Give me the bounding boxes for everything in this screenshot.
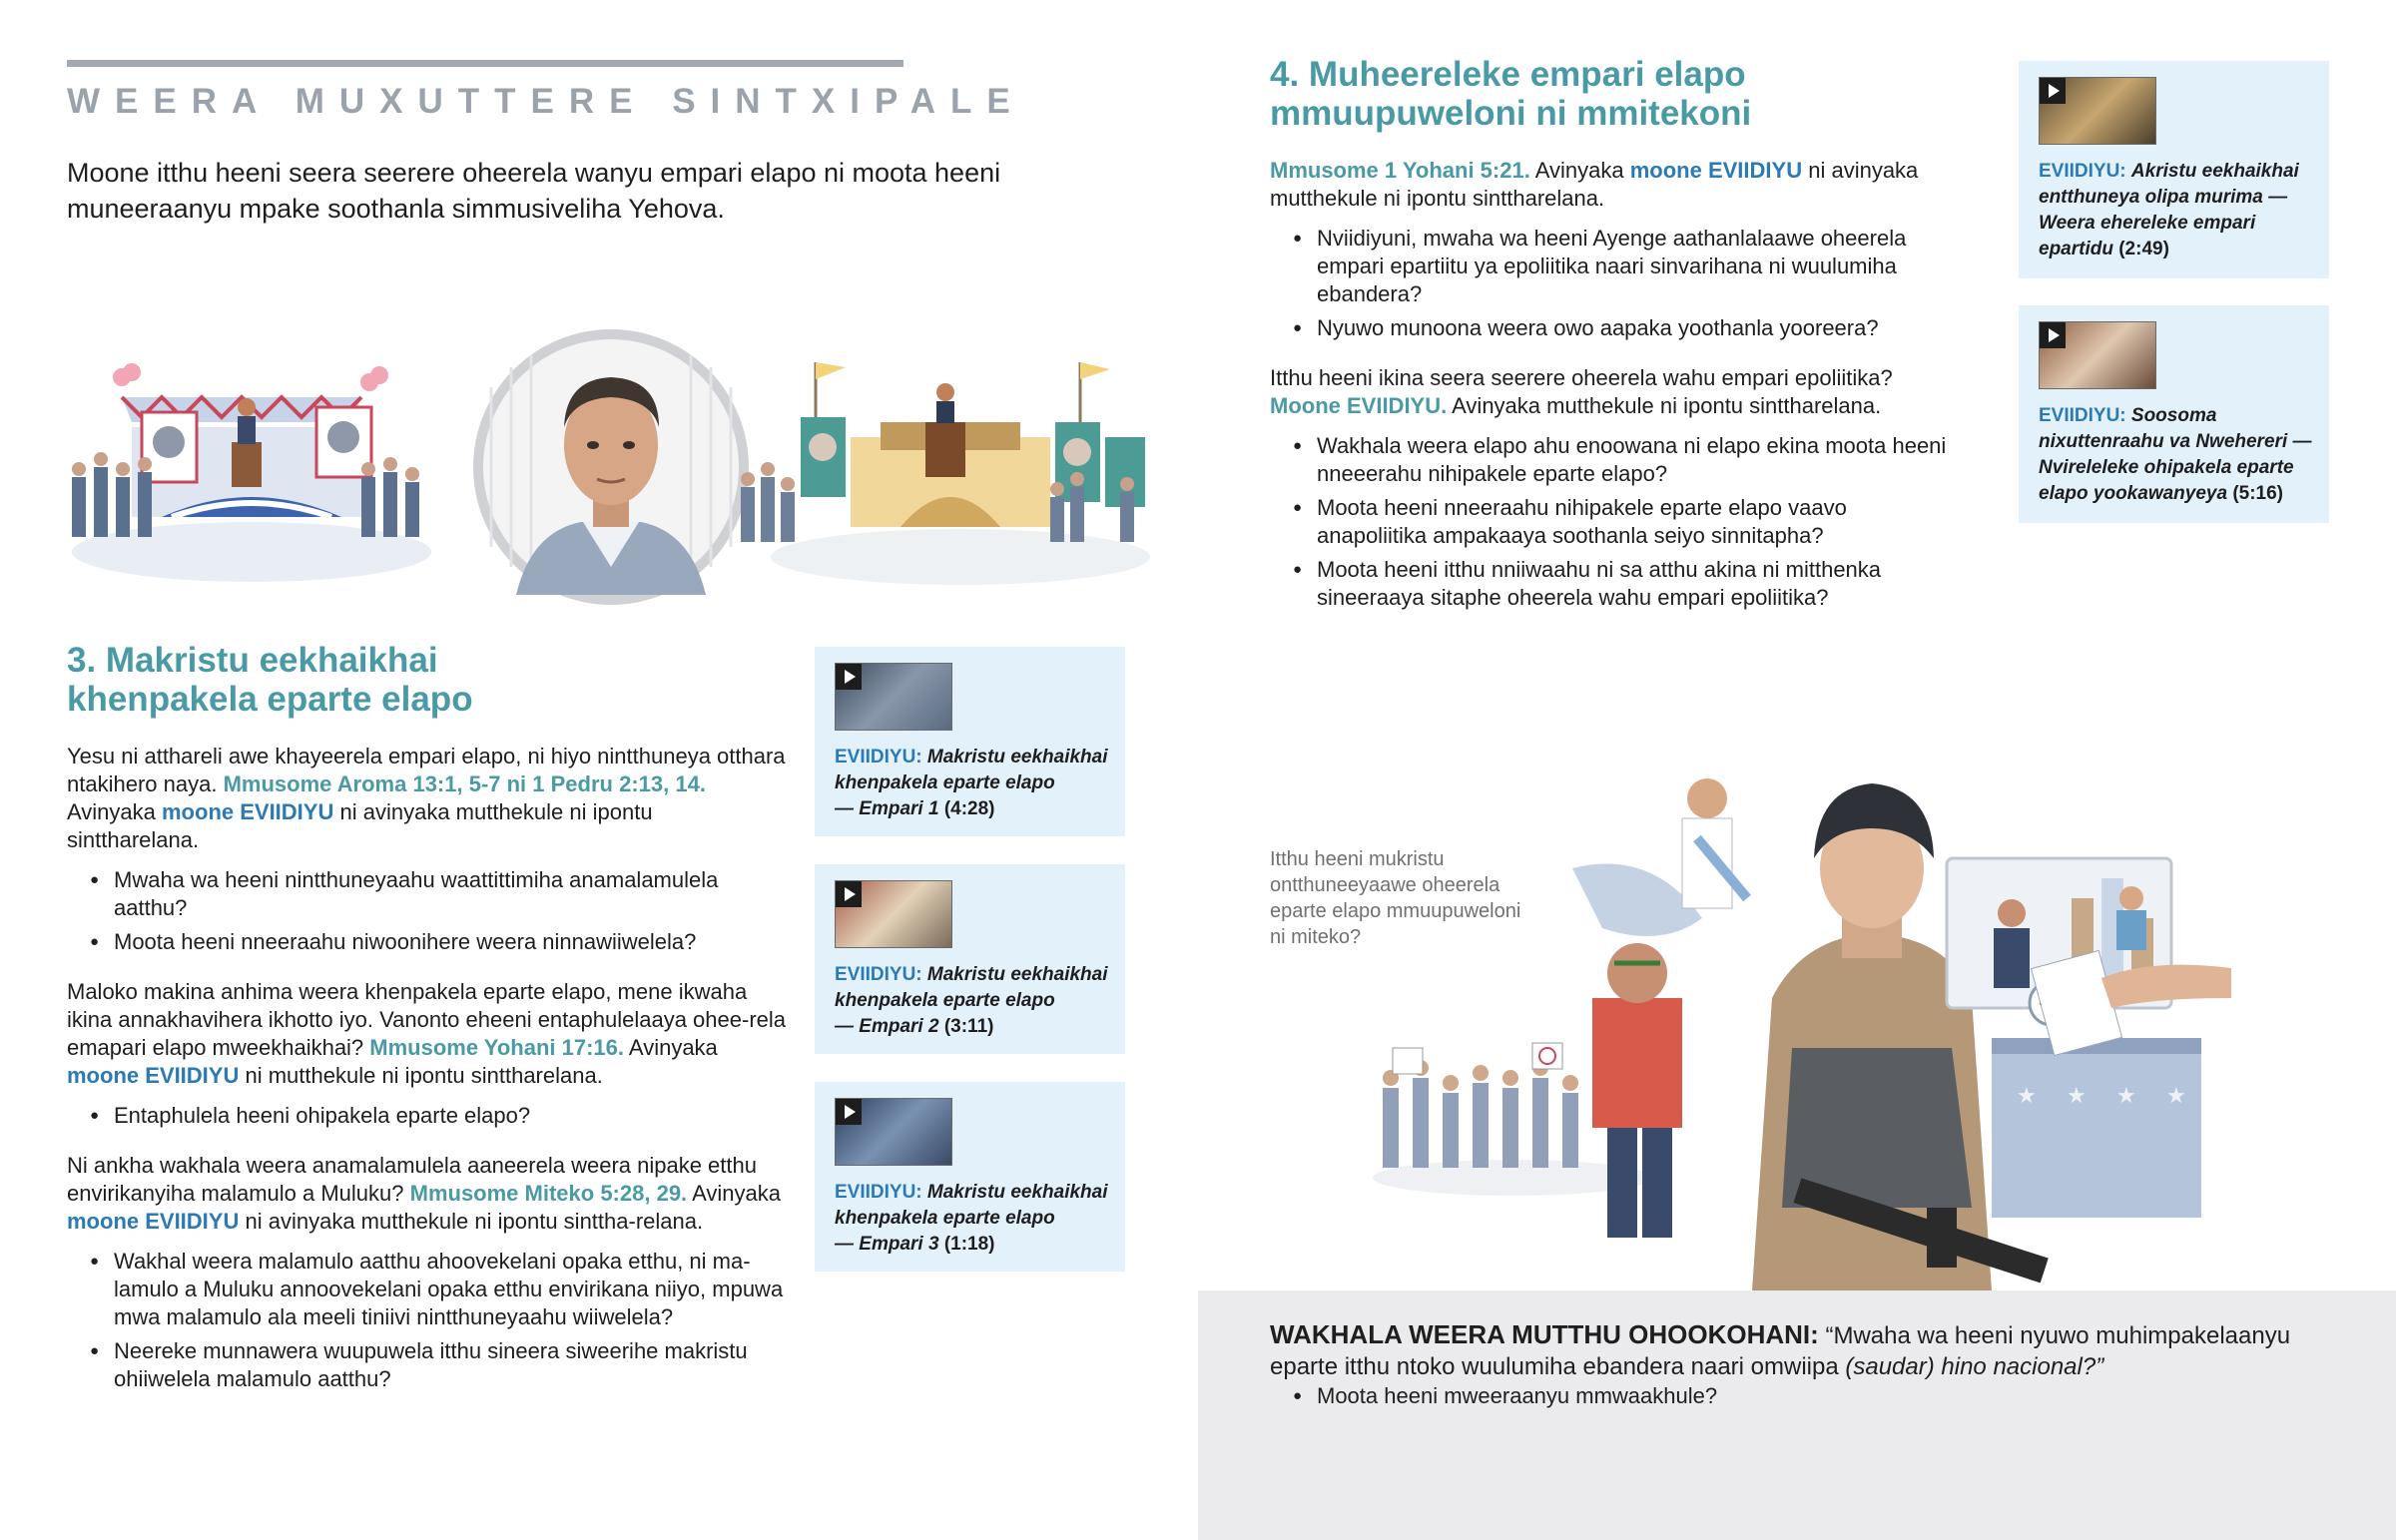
section-4-heading: 4. Muheereleke empari elapo mmuupuweloni ni mmitekoni	[1270, 55, 1752, 133]
question-item: ● Neereke munnawera wuupuwela itthu sineera siweerihe makristu ohiiwelela malamulo aatthu?	[67, 1337, 786, 1393]
raised-fist-man	[1682, 778, 1747, 908]
left-rally-scene	[72, 363, 431, 582]
video-link[interactable]: moone EVIIDIYU	[162, 799, 334, 824]
svg-text:★: ★	[2017, 1084, 2037, 1109]
svg-text:★: ★	[2166, 1084, 2186, 1109]
video-thumbnail[interactable]	[835, 880, 952, 948]
svg-text:★: ★	[2116, 1084, 2136, 1109]
play-icon[interactable]	[2040, 322, 2066, 348]
question-item: ● Moota heeni itthu nniiwaahu ni sa atthu akina ni mitthenka sineeraaya sitaphe oheerela wahu empari epoliitika?	[1270, 556, 1949, 612]
section-3-heading: 3. Makristu eekhaikhai khenpakela eparte elapo	[67, 641, 473, 719]
question-item: ● Nyuwo munoona weera owo aapaka yoothanla yooreera?	[1270, 314, 1949, 342]
question-list	[1270, 432, 1949, 612]
question-list	[67, 1248, 786, 1393]
play-icon[interactable]	[836, 1099, 862, 1125]
intro-text: Moone itthu heeni seera seerere oheerela wanyu empari elapo ni moota heeni muneeraanyu mpake soothanla simmusiveliha Yehova.	[67, 158, 1001, 224]
scripture-reference[interactable]: Mmusome 1 Yohani 5:21.	[1270, 158, 1530, 183]
kicker-heading: WEERA MUXUTTERE SINTXIPALE	[67, 82, 1025, 121]
objection-block	[1270, 1319, 2308, 1382]
play-icon[interactable]	[836, 881, 862, 907]
question-list	[1270, 225, 1949, 342]
section-3-body: Yesu ni atthareli awe khayeerela empari elapo, ni hiyo nintthuneya otthara ntakihero naya. Mmusome Aroma 13:1, 5-7 ni 1 Pedru 2:13, 14. Avinyaka moone EVIIDIYU ni avinyaka mutthekule ni ipontu sinttharelana. ● Mwaha wa heeni nintthuneyaahu waattittimiha anamalamulela aatthu? ● Moota heeni nneeraahu niwoonihere weera ninnawiiwelela? Maloko makina anhima weera khenpakela eparte elapo, mene ikwaha ikina annakhavihera ikhotto iyo. Vanonto eheeni entaphulelaaya ohee-rela emapari elapo mweekhaikhai? Mmusome Yohani 17:16. Avinyaka moone EVIIDIYU ni mutthekule ni ipontu sinttharelana. ● Entaphulela heeni ohipakela eparte elapo? Ni ankha wakhala weera anamalamulela aaneerela weera nipake etthu envirikanyiha malamulo a Muluku? Mmusome Miteko 5:28, 29. Avinyaka moone EVIIDIYU ni avinyaka mutthekule ni ipontu sinttha-relana. ● Wakhal weera malamulo aatthu ahoovekelani opaka etthu, ni ma-lamulo a Muluku annoovekelani opaka etthu envirikana niiyo, mpuwa mwa malamulo ala meeli tiniivi nintthuneyaahu wiiwelela? ● Neereke munnawera wuupuwela itthu sineera siweerihe makristu ohiiwelela malamulo aatthu?	[67, 743, 786, 1415]
scripture-reference[interactable]: Mmusome Aroma 13:1, 5-7 ni 1 Pedru 2:13, 14.	[223, 771, 706, 796]
political-involvement-illustration	[1353, 759, 2311, 1290]
video-thumbnail[interactable]	[835, 1098, 952, 1166]
portrait-man	[473, 329, 749, 605]
video-card-2[interactable]: EVIIDIYU: Makristu eekhaikhai khenpakela eparte elapo — Empari 2 (3:11)	[815, 864, 1125, 1054]
video-card-5[interactable]: EVIIDIYU: Soosoma nixuttenraahu va Nwehereri — Nvireleleke ohipakela eparte elapo yookawanyeya (5:16)	[2019, 305, 2329, 523]
question-item: ● Wakhala weera elapo ahu enoowana ni elapo ekina moota heeni nneeerahu nihipakele eparte elapo?	[1270, 432, 1949, 488]
question-item: ● Mwaha wa heeni nintthuneyaahu waattittimiha anamalamulela aatthu?	[67, 866, 786, 922]
question-list	[67, 1102, 786, 1130]
question-item: ● Moota heeni nneeraahu niwoonihere weera ninnawiiwelela?	[67, 928, 786, 956]
video-card-4[interactable]: EVIIDIYU: Akristu eekhaikhai entthuneya olipa murima — Weera ehereleke empari epartidu (2:49)	[2019, 61, 2329, 278]
objection-question	[1270, 1382, 2168, 1416]
video-thumbnail[interactable]	[835, 663, 952, 731]
question-list	[67, 866, 786, 956]
play-icon[interactable]	[2040, 78, 2066, 104]
video-link[interactable]: moone EVIIDIYU	[67, 1063, 240, 1088]
play-icon[interactable]	[836, 664, 862, 690]
kicker-rule	[67, 60, 903, 67]
illustration-caption: Itthu heeni mukristu ontthuneeyaawe oheerela eparte elapo mmuupuweloni ni miteko?	[1270, 848, 1521, 948]
section-4-body: Mmusome 1 Yohani 5:21. Avinyaka moone EVIIDIYU ni avinyaka mutthekule ni ipontu sinttharelana. ● Nviidiyuni, mwaha wa heeni Ayenge aathanlalaawe oheerela empari epartiitu ya epoliitika naari sinvarihana ni wuulumiha ebandera? ● Nyuwo munoona weera owo aapaka yoothanla yooreera? Itthu heeni ikina seera seerere oheerela wahu empari epoliitika? Moone EVIIDIYU. Avinyaka mutthekule ni ipontu sinttharelana. ● Wakhala weera elapo ahu enoowana ni elapo ekina moota heeni nneeerahu nihipakele eparte elapo? ● Moota heeni nneeraahu nihipakele eparte elapo vaavo anapoliitika ampakaaya soothanla seiyo sinnitapha? ● Moota heeni itthu nniiwaahu ni sa atthu akina ni mitthenka sineeraaya sitaphe oheerela wahu empari epoliitika?	[1270, 157, 1949, 634]
video-link[interactable]: moone EVIIDIYU	[67, 1209, 240, 1234]
question-item: ● Nviidiyuni, mwaha wa heeni Ayenge aathanlalaawe oheerela empari epartiitu ya epoliitika naari sinvarihana ni wuulumiha ebandera?	[1270, 225, 1949, 308]
video-thumbnail[interactable]	[2039, 77, 2156, 145]
question-item: ● Moota heeni mweeraanyu mmwaakhule?	[1270, 1382, 2168, 1410]
question-item: ● Entaphulela heeni ohipakela eparte elapo?	[67, 1102, 786, 1130]
objection-quote-italic: (saudar) hino nacional?”	[1845, 1353, 2104, 1380]
scripture-reference[interactable]: Mmusome Yohani 17:16.	[369, 1035, 625, 1060]
video-card-1[interactable]: EVIIDIYU: Makristu eekhaikhai khenpakela eparte elapo — Empari 1 (4:28)	[815, 647, 1125, 836]
svg-text:★: ★	[2067, 1084, 2087, 1109]
video-card-3[interactable]: EVIIDIYU: Makristu eekhaikhai khenpakela eparte elapo — Empari 3 (1:18)	[815, 1082, 1125, 1272]
scripture-reference[interactable]: Mmusome Miteko 5:28, 29.	[409, 1181, 688, 1206]
question-item: ● Wakhal weera malamulo aatthu ahoovekelani opaka etthu, ni ma-lamulo a Muluku annoovekelani opaka etthu envirikana niiyo, mpuwa mwa malamulo ala meeli tiniivi nintthuneyaahu wiiwelela?	[67, 1248, 786, 1331]
objection-heading: WAKHALA WEERA MUTTHU OHOOKOHANI:	[1270, 1319, 1819, 1349]
video-link[interactable]: Moone EVIIDIYU.	[1270, 393, 1448, 418]
video-link[interactable]: moone EVIIDIYU	[1629, 158, 1803, 183]
video-thumbnail[interactable]	[2039, 321, 2156, 389]
question-item: ● Moota heeni nneeraahu nihipakele eparte elapo vaavo anapoliitika ampakaaya soothanla seiyo sinnitapha?	[1270, 494, 1949, 550]
political-rally-illustration	[62, 327, 1160, 612]
right-rally-scene	[741, 362, 1150, 585]
objection-quote: “Mwaha wa heeni nyuwo muhimpakelaanyu eparte itthu ntoko wuulumiha ebandera naari omwiipa	[1270, 1322, 2291, 1380]
